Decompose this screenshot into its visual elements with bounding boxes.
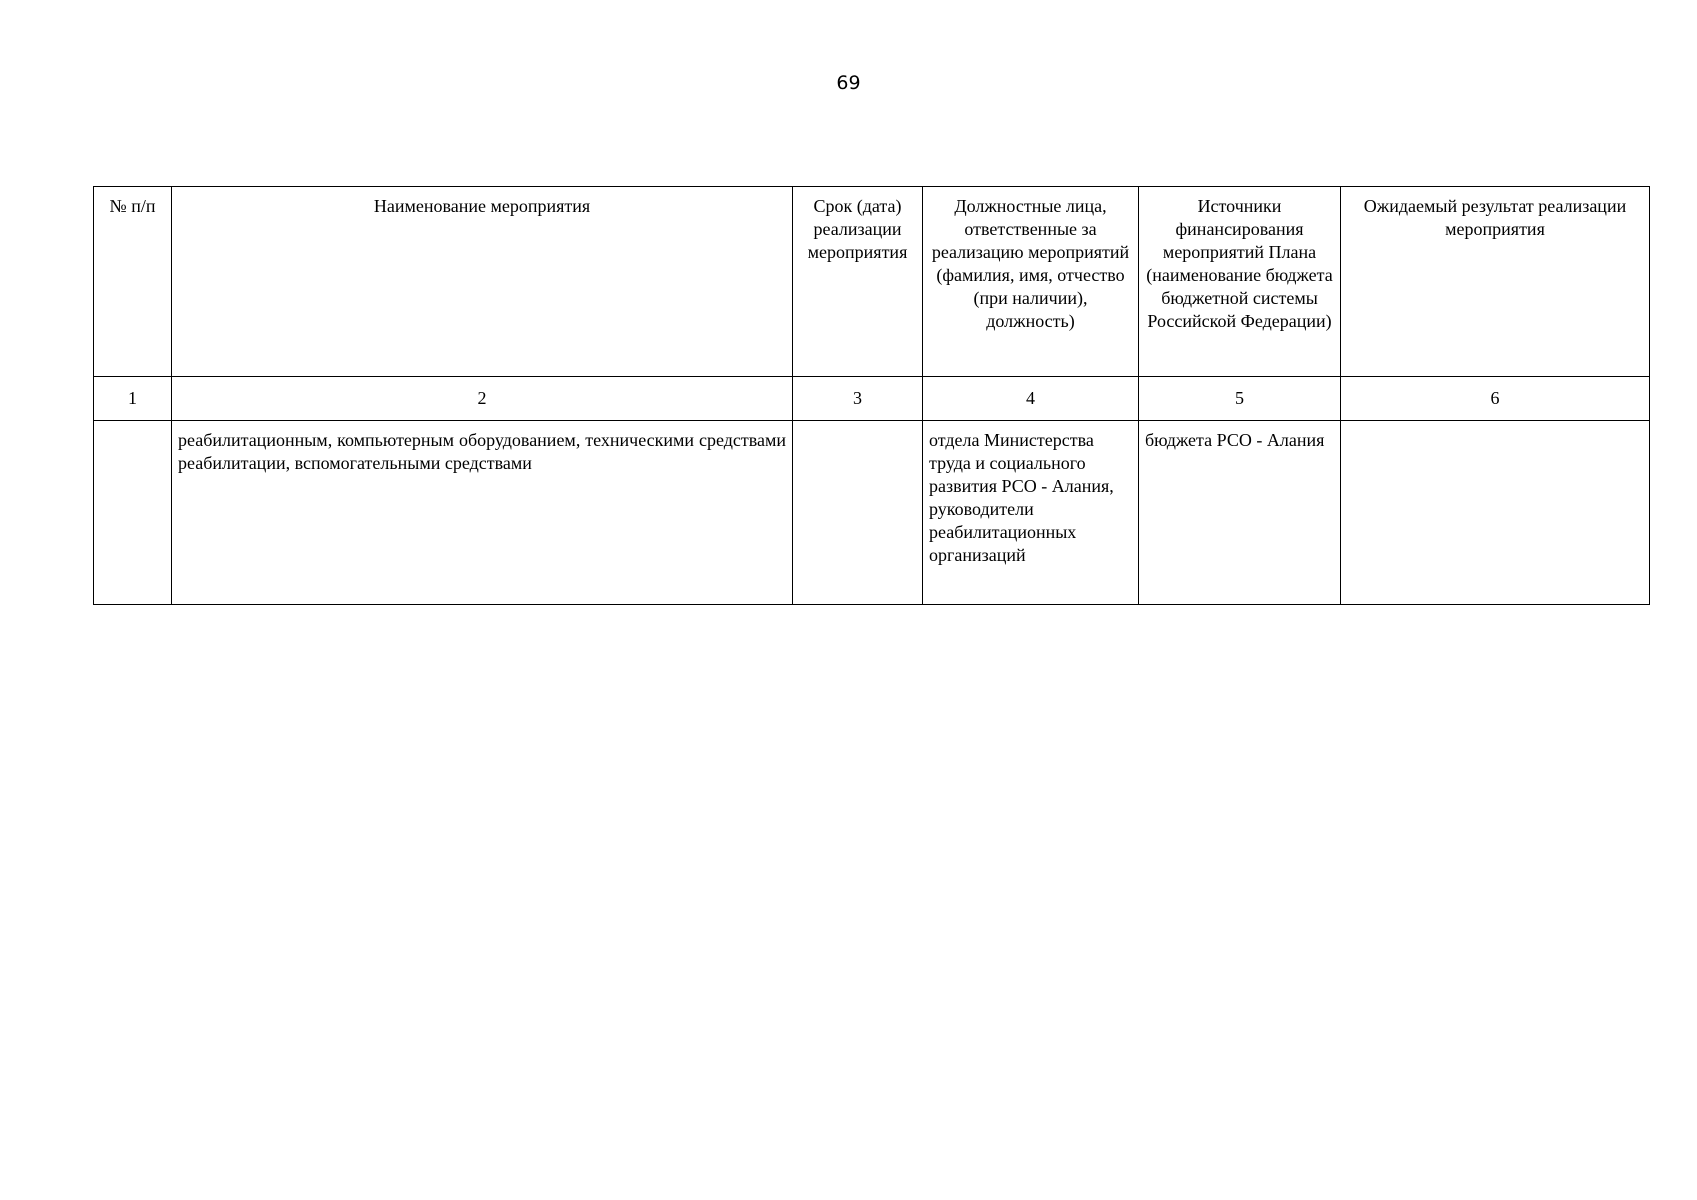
header-number: № п/п: [94, 187, 172, 377]
cell-event-name: реабилитационным, компьютерным оборудованием, техническими средствами реабилитации, вспомогательными средствами: [172, 421, 793, 605]
header-event-name: Наименование мероприятия: [172, 187, 793, 377]
cell-expected-result: [1341, 421, 1650, 605]
column-number: 5: [1139, 377, 1341, 421]
action-plan-table: [93, 186, 1650, 605]
table-row: [94, 421, 1650, 605]
cell-funding: бюджета РСО - Алания: [1139, 421, 1341, 605]
column-number: 4: [923, 377, 1139, 421]
header-expected-result: Ожидаемый результат реализации мероприятия: [1341, 187, 1650, 377]
header-deadline: Срок (дата) реализации мероприятия: [793, 187, 923, 377]
table-header-row: [94, 187, 1650, 377]
header-funding: Источники финансирования мероприятий Плана (наименование бюджета бюджетной системы Российской Федерации): [1139, 187, 1341, 377]
column-number: 2: [172, 377, 793, 421]
column-number-row: [94, 377, 1650, 421]
cell-responsible: отдела Министерства труда и социального развития РСО - Алания, руководители реабилитационных организаций: [923, 421, 1139, 605]
column-number: 1: [94, 377, 172, 421]
column-number: 6: [1341, 377, 1650, 421]
header-responsible: Должностные лица, ответственные за реализацию мероприятий (фамилия, имя, отчество (при наличии), должность): [923, 187, 1139, 377]
column-number: 3: [793, 377, 923, 421]
cell-deadline: [793, 421, 923, 605]
cell-number: [94, 421, 172, 605]
page-number: 69: [836, 72, 861, 94]
